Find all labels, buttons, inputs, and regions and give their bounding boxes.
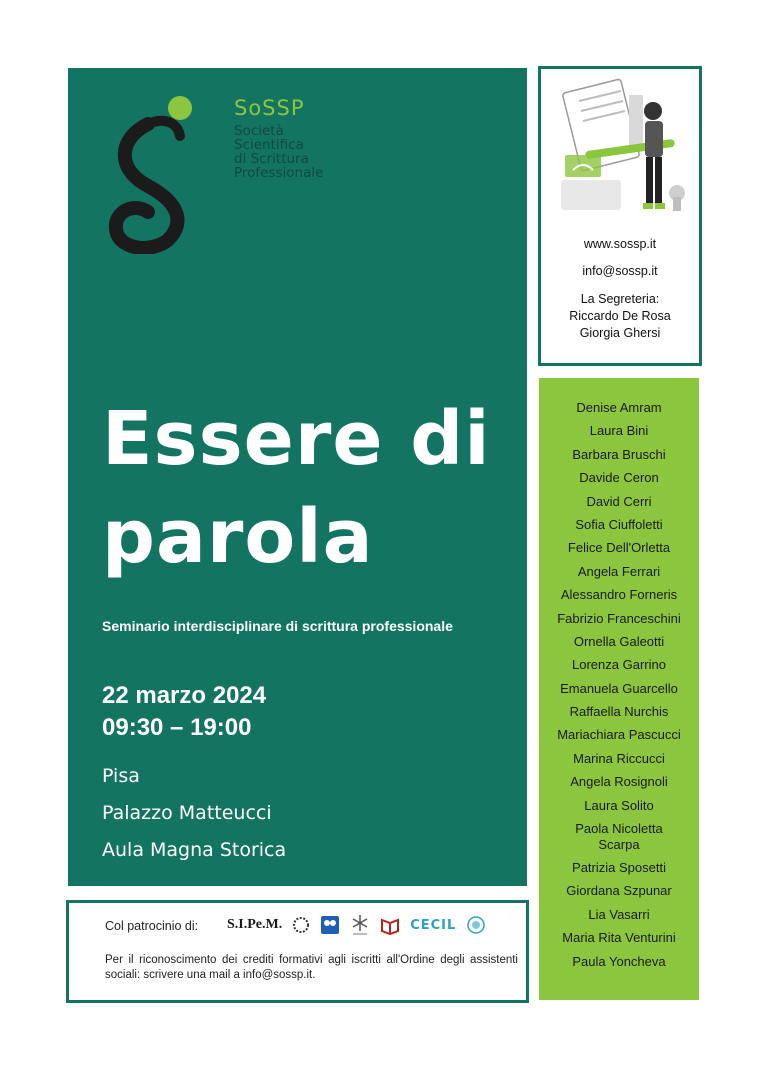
brand-subtitle-line: Società [234, 123, 284, 139]
contact-box [538, 66, 702, 366]
sponsor-wreath-icon [292, 916, 310, 934]
speaker-name: Angela Ferrari [577, 563, 661, 579]
university-seal-icon [350, 913, 370, 937]
brand-subtitle-line: Professionale [234, 165, 324, 181]
speaker-name: Patrizia Sposetti [572, 860, 666, 876]
event-city: Pisa [102, 765, 140, 787]
brand-name: SoSSP [234, 96, 305, 120]
speaker-name: Fabrizio Franceschini [557, 610, 681, 626]
event-title-line: parola [102, 494, 374, 580]
speaker-name: David Cerri [586, 493, 652, 509]
event-panel [68, 68, 527, 886]
secretariat-block [541, 291, 699, 342]
secretariat-label: La Segreteria: [580, 292, 660, 306]
brand-subtitle [234, 124, 323, 180]
speaker-name: Davide Ceron [579, 470, 659, 486]
event-room: Aula Magna Storica [102, 839, 287, 861]
email-link[interactable]: info@sossp.it [582, 264, 658, 278]
brand-subtitle-line: Scientifica [234, 137, 304, 153]
speaker-name: Laura Bini [589, 423, 649, 439]
sponsor-association-icon [320, 915, 340, 935]
event-venue: Palazzo Matteucci [102, 802, 272, 824]
speaker-name: Alessandro Forneris [560, 587, 678, 603]
sossp-logo-icon [108, 94, 228, 254]
brand-subtitle-line: di Scrittura [234, 151, 309, 167]
speaker-name: Lia Vasarri [588, 906, 650, 922]
patronage-label: Col patrocinio di: [105, 919, 199, 933]
speakers-list [539, 400, 699, 977]
credits-note: Per il riconoscimento dei crediti formativi agli iscritti all'Ordine degli assistenti sociali: scrivere una mail a info@sossp.it. [105, 954, 518, 981]
secretariat-name: Riccardo De Rosa [569, 309, 671, 323]
ordine-assistenti-sociali-icon [466, 915, 486, 935]
brand-block [234, 96, 323, 180]
secretariat-name: Giorgia Ghersi [579, 326, 661, 340]
speaker-name: Felice Dell'Orletta [567, 540, 671, 556]
speaker-name: Lorenza Garrino [572, 657, 666, 673]
speaker-name: Laura Solito [584, 797, 654, 813]
event-date: 22 marzo 2024 [102, 682, 267, 709]
speaker-name: Denise Amram [576, 400, 662, 415]
sponsor-logos [227, 911, 486, 939]
speaker-name: Giordana Szpunar [566, 883, 672, 899]
speaker-name: Emanuela Guarcello [560, 680, 678, 696]
speaker-name: Mariachiara Pascucci [557, 727, 681, 743]
speaker-name: Ornella Galeotti [573, 633, 665, 649]
speaker-name: Barbara Bruschi [572, 446, 666, 462]
event-title-line: Essere di [102, 396, 491, 482]
writer-illustration-icon [551, 75, 691, 225]
cecil-logo: CECIL [410, 917, 457, 933]
patronage-box [66, 900, 529, 1003]
speaker-name: Marina Riccucci [573, 750, 665, 766]
speaker-name: Raffaella Nurchis [569, 704, 669, 720]
event-subtitle: Seminario interdisciplinare di scrittura professionale [102, 618, 453, 634]
sipem-logo: S.I.Pe.M. [227, 917, 283, 932]
speaker-name: Maria Rita Venturini [562, 930, 676, 946]
event-title [102, 390, 491, 586]
event-time: 09:30 – 19:00 [102, 714, 252, 741]
speaker-name: Paula Yoncheva [572, 953, 666, 969]
book-logo-icon [380, 915, 400, 935]
speaker-name: Angela Rosignoli [570, 774, 668, 790]
speaker-name: Sofia Ciuffoletti [575, 516, 663, 532]
event-datetime [102, 680, 266, 744]
speaker-name: Paola Nicoletta Scarpa [575, 821, 663, 852]
event-location [102, 758, 286, 869]
speakers-panel [539, 378, 699, 1000]
website-link[interactable]: www.sossp.it [583, 237, 657, 251]
